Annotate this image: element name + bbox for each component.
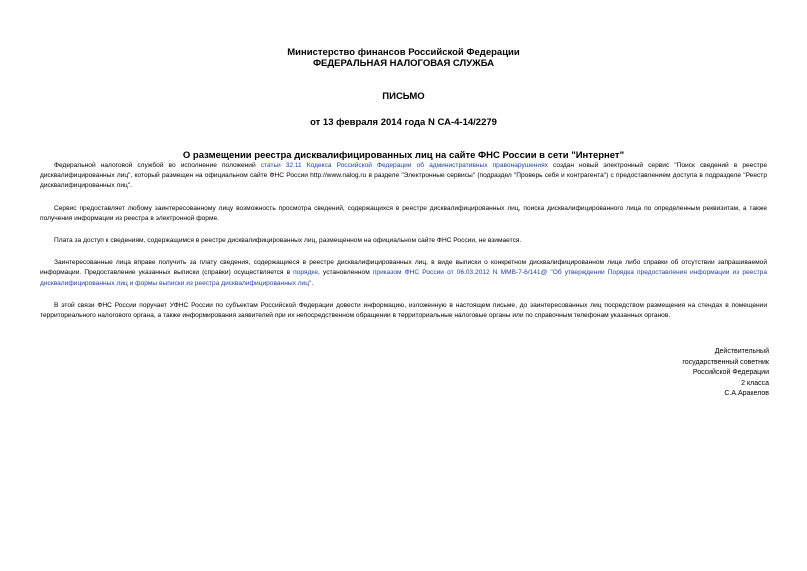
ministry-name: Министерство финансов Российской Федерации [287, 47, 520, 58]
signature-title-4: 2 класса [741, 379, 769, 387]
paragraph-5: В этой связи ФНС России поручает УФНС России по субъектам Российской Федерации довести информацию, изложенную в настоящем письме, до заинтересованных лиц посредством размещения на стендах в помещении территориального налогового органа, а также информирования заявителей при их непосредственном обращении в территориальные налоговые органы или по справочным телефонам указанных органов. [40, 301, 767, 320]
document-date-number: от 13 февраля 2014 года N СА-4-14/2279 [310, 117, 497, 128]
signature-title-2: государственный советник [682, 358, 769, 366]
link-article-32-11[interactable]: статьи 32.11 Кодекса Российской Федерации об административных правонарушениях [260, 162, 548, 169]
document-type: ПИСЬМО [382, 91, 425, 102]
paragraph-4-end: . [311, 279, 314, 287]
link-fns-order[interactable]: приказом ФНС России от 06.03.2012 N ММВ-7-6/141@ "Об утверждении Порядка предоставления информации из реестра дисквалифицированных лиц и формы выписки из реестра дисквалифицированных лиц" [40, 269, 767, 287]
paragraph-3: Плата за доступ к сведениям, содержащимся в реестре дисквалифицированных лиц, размещенном на официальном сайте ФНС России, не взимается. [54, 237, 522, 245]
paragraph-4-middle: , установленном [318, 269, 373, 277]
paragraph-4 [40, 258, 767, 289]
service-name: ФЕДЕРАЛЬНАЯ НАЛОГОВАЯ СЛУЖБА [312, 58, 495, 69]
document-subject: О размещении реестра дисквалифицированных лиц на сайте ФНС России в сети "Интернет" [182, 150, 625, 161]
paragraph-1-start: Федеральной налоговой службой во исполнение положений [54, 162, 261, 169]
signature-block [629, 347, 769, 400]
signature-title-3: Российской Федерации [692, 369, 769, 376]
paragraph-2: Сервис предоставляет любому заинтересованному лицу возможность просмотра сведений, содержащихся в реестре дисквалифицированных лиц, поиска дисквалифицированного лица по определенным реквизитам, а также получения информации из реестра в электронной форме. [40, 204, 767, 222]
paragraph-1 [40, 161, 767, 192]
signature-title-1: Действительный [714, 348, 769, 355]
document-header [0, 47, 807, 161]
signatory-name: С.А.Аракелов [724, 390, 769, 397]
document-body [40, 161, 767, 333]
link-procedure[interactable]: порядке [293, 269, 319, 277]
paragraph-1-end: создан новый электронный сервис "Поиск сведений в реестре дисквалифицированных лиц", который размещен на официальном сайте ФНС России http://www.nalog.ru в разделе "Электронные сервисы" (подраздел "Проверь себя и контрагента") с предоставлением доступа в подразделе "Реестр дисквалифицированных лиц". [40, 162, 768, 190]
paragraph-4-start: Заинтересованные лица вправе получить за плату сведения, содержащиеся в реестре дисквалифицированных лиц, в виде выписки о конкретном дисквалифицированном лице либо справки об отсутствии запрашиваемой информации. Предоставление указанных выписки (справки) осуществляется в [40, 259, 767, 277]
